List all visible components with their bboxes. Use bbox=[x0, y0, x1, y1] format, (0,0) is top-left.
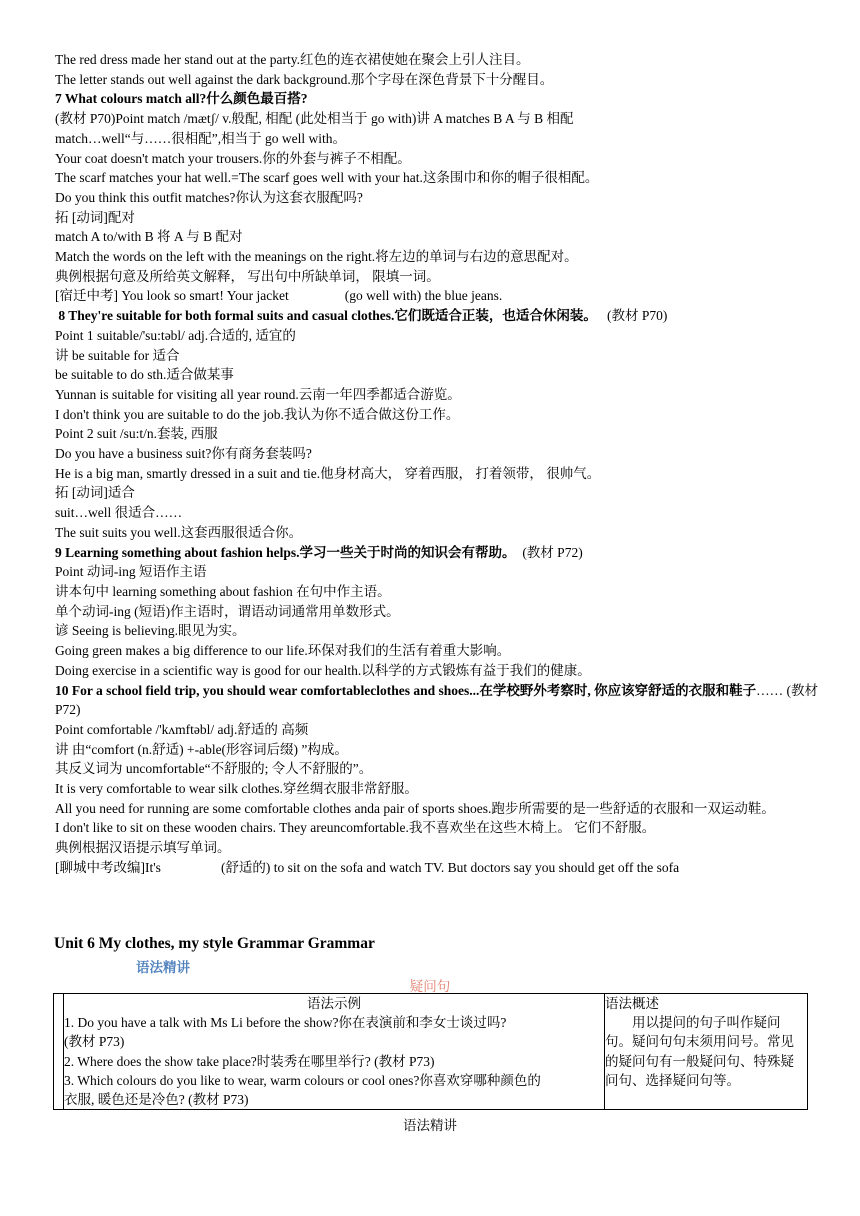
exam-prefix: [宿迁中考] You look so smart! Your jacket bbox=[55, 288, 289, 304]
text-line: The letter stands out well against the dark background.那个字母在深色背景下十分醒目。 bbox=[55, 71, 554, 87]
exam-suffix: (舒适的) to sit on the sofa and watch TV. But doctors say you should get off the sofa bbox=[220, 859, 680, 875]
text-line: 典例根据句意及所给英文解释， 写出句中所缺单词， 限填一词。 bbox=[55, 268, 440, 284]
overview-text: 用以提问的句子叫作疑问句。疑问句句末须用问号。常见的疑问句有一般疑问句、特殊疑问句、选择疑问句等。 bbox=[605, 1015, 794, 1088]
example-line: 衣服, 暖色还是冷色? (教材 P73) bbox=[64, 1092, 249, 1108]
text-line: 典例根据汉语提示填写单词。 bbox=[55, 840, 231, 856]
text-line: It is very comfortable to wear silk clothes.穿丝绸衣服非常舒服。 bbox=[55, 781, 418, 797]
text-line: 讲 由“comfort (n.舒适) +-able(形容词后缀) ”构成。 bbox=[55, 741, 348, 757]
text-line: Do you think this outfit matches?你认为这套衣服配吗? bbox=[55, 189, 363, 205]
document-body bbox=[55, 50, 825, 878]
text-line: Doing exercise in a scientific way is good for our health.以科学的方式锻炼有益于我们的健康。 bbox=[55, 662, 591, 678]
text-line: match A to/with B 将 A 与 B 配对 bbox=[55, 229, 243, 245]
text-line: 讲 be suitable for 适合 bbox=[55, 347, 180, 363]
grammar-table bbox=[53, 993, 808, 1110]
text-line: be suitable to do sth.适合做某事 bbox=[55, 367, 234, 383]
heading-9 bbox=[55, 543, 825, 563]
examples-cell bbox=[64, 994, 605, 1110]
heading-10-source: …… (教材 P72) bbox=[55, 682, 819, 718]
text-line: Your coat doesn't match your trousers.你的外套与裤子不相配。 bbox=[55, 150, 411, 166]
text-line: All you need for running are some comfortable clothes anda pair of sports shoes.跑步所需要的是一些舒适的衣服和一双运动鞋。 bbox=[55, 800, 775, 816]
heading-9-text: 9 Learning something about fashion helps.学习一些关于时尚的知识会有帮助。 bbox=[55, 544, 516, 560]
text-line: The scarf matches your hat well.=The scarf goes well with your hat.这条围巾和你的帽子很相配。 bbox=[55, 170, 599, 186]
overview-header: 语法概述 bbox=[605, 996, 659, 1011]
text-line: The red dress made her stand out at the party.红色的连衣裙使她在聚会上引人注目。 bbox=[55, 52, 530, 67]
heading-7: 7 What colours match all?什么颜色最百搭? bbox=[55, 91, 308, 107]
heading-9-source: (教材 P72) bbox=[522, 544, 583, 560]
text-line: He is a big man, smartly dressed in a suit and tie.他身材高大， 穿着西服， 打着领带， 很帅气。 bbox=[55, 465, 601, 481]
table-gutter bbox=[54, 994, 64, 1110]
text-line: I don't think you are suitable to do the job.我认为你不适合做这份工作。 bbox=[55, 406, 460, 422]
text-line: (教材 P70)Point match /mætʃ/ v.般配, 相配 (此处相当于 go with)讲 A matches B A 与 B 相配 bbox=[55, 111, 574, 127]
text-line: 拓 [动词]配对 bbox=[55, 209, 135, 225]
text-line: Yunnan is suitable for visiting all year round.云南一年四季都适合游览。 bbox=[55, 386, 461, 402]
heading-8-text: 8 They're suitable for both formal suits and casual clothes.它们既适合正装，也适合休闲装。 bbox=[58, 308, 597, 324]
text-line: 其反义词为 uncomfortable“不舒服的; 令人不舒服的”。 bbox=[55, 761, 373, 777]
text-line: 单个动词-ing (短语)作主语时，谓语动词通常用单数形式。 bbox=[55, 603, 400, 619]
text-line: The suit suits you well.这套西服很适合你。 bbox=[55, 524, 303, 540]
text-line: Point comfortable /'kʌmftəbl/ adj.舒适的 高频 bbox=[55, 721, 309, 737]
exam-question-2 bbox=[55, 858, 825, 878]
text-line: suit…well 很适合…… bbox=[55, 505, 183, 521]
text-line: 谚 Seeing is believing.眼见为实。 bbox=[55, 623, 246, 639]
footer-label: 语法精讲 bbox=[403, 1118, 457, 1133]
overview-cell bbox=[605, 994, 808, 1110]
exam-prefix: [聊城中考改编]It's bbox=[55, 859, 161, 875]
example-line: 1. Do you have a talk with Ms Li before the show?你在表演前和李女士谈过吗? bbox=[64, 1015, 507, 1031]
unit-subtitle: 语法精讲 bbox=[136, 960, 190, 975]
text-line: Do you have a business suit?你有商务套装吗? bbox=[55, 446, 312, 462]
heading-10 bbox=[55, 681, 825, 720]
text-line: 拓 [动词]适合 bbox=[55, 485, 135, 501]
example-line: 2. Where does the show take place?时装秀在哪里举行? (教材 P73) bbox=[64, 1053, 435, 1069]
heading-10-text: 10 For a school field trip, you should wear comfortableclothes and shoes...在学校野外考察时, 你应该穿舒适的衣服和鞋子 bbox=[55, 682, 757, 698]
heading-8 bbox=[55, 306, 825, 326]
heading-8-source: (教材 P70) bbox=[607, 308, 668, 324]
exam-question-1 bbox=[55, 286, 825, 306]
text-line: Point 2 suit /su:t/n.套装, 西服 bbox=[55, 426, 218, 442]
example-line: 3. Which colours do you like to wear, warm colours or cool ones?你喜欢穿哪种颜色的 bbox=[64, 1072, 541, 1088]
examples-header: 语法示例 bbox=[307, 996, 361, 1011]
text-line: 讲本句中 learning something about fashion 在句中作主语。 bbox=[55, 583, 391, 599]
text-line: Match the words on the left with the meanings on the right.将左边的单词与右边的意思配对。 bbox=[55, 249, 578, 265]
text-line: Point 动词-ing 短语作主语 bbox=[55, 564, 207, 580]
exam-suffix: (go well with) the blue jeans. bbox=[344, 288, 503, 304]
section-title: 疑问句 bbox=[409, 979, 451, 994]
text-line: match…well“与……很相配”,相当于 go well with。 bbox=[55, 130, 346, 146]
example-line: (教材 P73) bbox=[64, 1034, 125, 1050]
text-line: I don't like to sit on these wooden chairs. They areuncomfortable.我不喜欢坐在这些木椅上。 它们不舒服。 bbox=[55, 820, 656, 836]
unit-title: Unit 6 My clothes, my style Grammar Grammar bbox=[54, 935, 375, 952]
text-line: Point 1 suitable/'su:təbl/ adj.合适的, 适宜的 bbox=[55, 327, 296, 343]
text-line: Going green makes a big difference to our life.环保对我们的生活有着重大影响。 bbox=[55, 643, 511, 659]
